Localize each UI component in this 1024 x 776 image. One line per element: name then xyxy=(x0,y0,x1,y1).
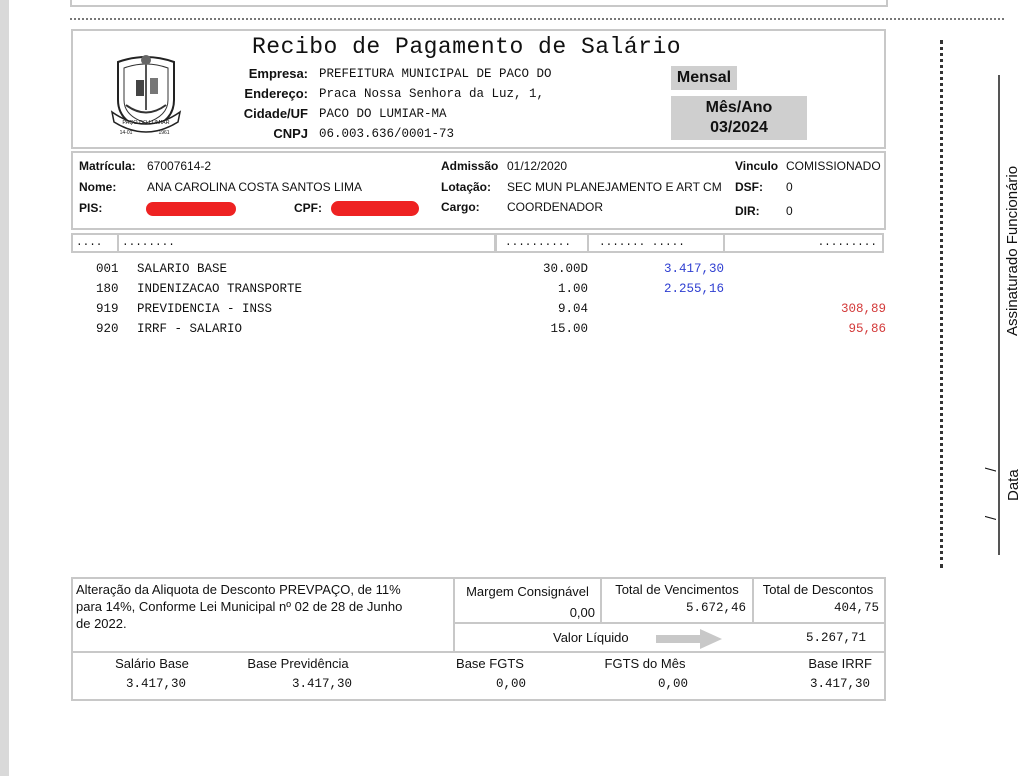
matricula-label: Matrícula: xyxy=(79,159,136,173)
row-reference: 15.00 xyxy=(550,322,588,336)
base-irrf-label: Base IRRF xyxy=(808,656,872,671)
endereco-label: Endereço: xyxy=(244,86,308,101)
bases-divider xyxy=(71,651,886,653)
base-irrf-value: 3.417,30 xyxy=(809,677,870,691)
row-reference: 30.00D xyxy=(542,262,588,276)
cnpj-value: 06.003.636/0001-73 xyxy=(319,127,455,141)
row-deductions: 95,86 xyxy=(848,322,886,336)
nome-label: Nome: xyxy=(79,180,117,194)
total-desc-value: 404,75 xyxy=(833,601,879,615)
vinculo-value: COMISSIONADO xyxy=(786,159,881,173)
row-deductions: 308,89 xyxy=(840,302,886,316)
row-description: PREVIDENCIA - INSS xyxy=(137,302,273,316)
dir-value: 0 xyxy=(786,204,793,218)
col-header-description: ........ xyxy=(117,233,496,253)
table-row xyxy=(96,322,886,342)
row-description: INDENIZACAO TRANSPORTE xyxy=(137,282,303,296)
previous-receipt-edge xyxy=(70,0,888,7)
liquido-divider xyxy=(455,622,886,624)
cpf-label: CPF: xyxy=(294,201,322,215)
nome-value: ANA CAROLINA COSTA SANTOS LIMA xyxy=(147,180,362,194)
lotacao-value: SEC MUN PLANEJAMENTO E ART CM xyxy=(507,180,722,194)
margem-value: 0,00 xyxy=(569,605,595,620)
empresa-value: PREFEITURA MUNICIPAL DE PACO DO xyxy=(319,67,552,81)
aliquota-note: Alteração da Aliquota de Desconto PREVPAÇO, de 11% para 14%, Conforme Lei Municipal nº 02 de 28 de Junho de 2022. xyxy=(76,582,403,631)
cidade-value: PACO DO LUMIAR-MA xyxy=(319,107,447,121)
row-code: 920 xyxy=(96,322,119,336)
date-slashes: / / xyxy=(983,447,1000,520)
cargo-value: COORDENADOR xyxy=(507,200,604,214)
empresa-label: Empresa: xyxy=(248,66,308,81)
arrow-right-icon xyxy=(656,628,722,650)
matricula-value: 67007614-2 xyxy=(147,159,212,173)
row-code: 001 xyxy=(96,262,119,276)
dsf-value: 0 xyxy=(786,180,793,194)
logo-date-right: 1961 xyxy=(158,130,170,136)
total-venc-value: 5.672,46 xyxy=(685,601,746,615)
lotacao-label: Lotação: xyxy=(441,180,492,194)
cut-line xyxy=(70,18,1004,20)
row-description: IRRF - SALARIO xyxy=(137,322,243,336)
pis-redaction xyxy=(146,202,236,216)
liquido-label: Valor Líquido xyxy=(553,630,629,645)
salario-base-label: Salário Base xyxy=(115,656,189,671)
cpf-redaction xyxy=(331,201,419,216)
logo-date-left: 14-01 xyxy=(119,130,133,136)
endereco-value: Praca Nossa Senhora da Luz, 1, xyxy=(319,87,545,101)
table-row xyxy=(96,302,886,322)
page-edge xyxy=(0,0,9,776)
perforation-line xyxy=(940,40,943,568)
period-type-badge: Mensal xyxy=(671,66,737,90)
cargo-label: Cargo: xyxy=(441,200,480,214)
fgts-mes-value: 0,00 xyxy=(657,677,688,691)
margem-label: Margem Consignável xyxy=(466,584,589,599)
admissao-label: Admissão xyxy=(441,159,499,173)
row-code: 180 xyxy=(96,282,119,296)
fgts-mes-label: FGTS do Mês xyxy=(604,656,686,671)
logo-ribbon: PAÇO DO LUMIAR xyxy=(122,120,170,126)
month-year-label: Mês/Ano xyxy=(705,99,773,116)
col-header-earnings: ....... ..... xyxy=(587,233,727,253)
row-description: SALARIO BASE xyxy=(137,262,228,276)
row-earnings: 3.417,30 xyxy=(663,262,724,276)
admissao-value: 01/12/2020 xyxy=(507,159,568,173)
liquido-value: 5.267,71 xyxy=(805,631,866,645)
coat-of-arms-logo xyxy=(106,50,186,140)
row-reference: 1.00 xyxy=(557,282,588,296)
signature-label: Assinaturado Funcionário xyxy=(1004,165,1021,336)
cidade-label: Cidade/UF xyxy=(243,106,308,121)
row-code: 919 xyxy=(96,302,119,316)
total-desc-label: Total de Descontos xyxy=(762,582,874,597)
salario-base-value: 3.417,30 xyxy=(125,677,186,691)
table-row xyxy=(96,262,886,282)
base-fgts-value: 0,00 xyxy=(495,677,526,691)
cnpj-label: CNPJ xyxy=(273,126,308,141)
month-year-value: 03/2024 xyxy=(710,119,768,136)
row-reference: 9.04 xyxy=(557,302,588,316)
pis-label: PIS: xyxy=(79,201,103,215)
total-venc-label: Total de Vencimentos xyxy=(615,582,739,597)
base-previdencia-label: Base Previdência xyxy=(247,656,349,671)
base-fgts-label: Base FGTS xyxy=(456,656,524,671)
col-header-code: .... xyxy=(71,233,120,253)
col-header-reference: .......... xyxy=(495,233,589,253)
dsf-label: DSF: xyxy=(735,180,763,194)
vinculo-label: Vinculo xyxy=(735,159,779,173)
col-header-deductions: ......... xyxy=(723,233,884,253)
base-previdencia-value: 3.417,30 xyxy=(291,677,352,691)
receipt-title: Recibo de Pagamento de Salário xyxy=(252,34,682,60)
dir-label: DIR: xyxy=(735,204,760,218)
table-row xyxy=(96,282,886,302)
date-label: Data xyxy=(1005,469,1022,501)
row-earnings: 2.255,16 xyxy=(663,282,724,296)
